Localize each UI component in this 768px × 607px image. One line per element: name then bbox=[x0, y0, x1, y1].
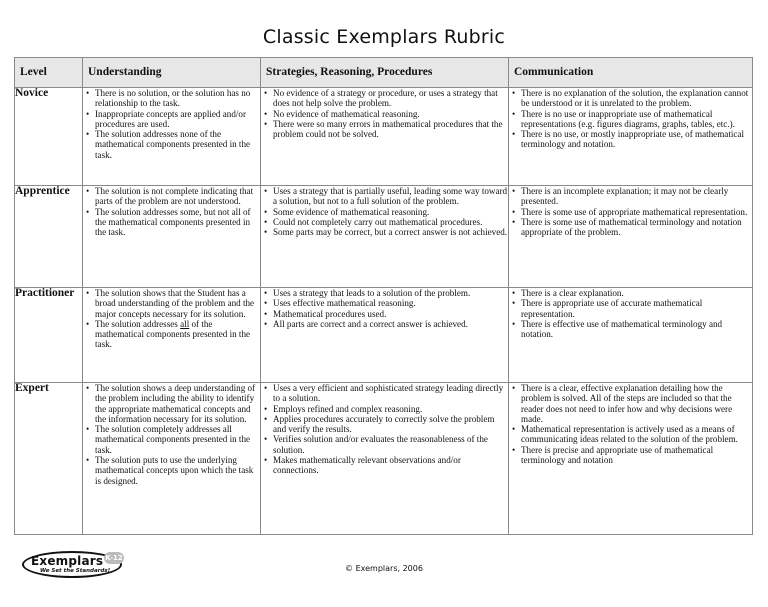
list-item: • The solution addresses some, but not all of the mathematical components presented in the task. bbox=[95, 207, 260, 238]
list-item: • Verifies solution and/or evaluates the reasonableness of the solution. bbox=[273, 434, 508, 455]
level-label: Expert bbox=[15, 383, 83, 535]
list-item: • The solution shows a deep understanding of the problem including the ability to identify the appropriate mathematical concepts and the information necessary for its solution. bbox=[95, 383, 260, 424]
list-item: • There is no explanation of the solution, the explanation cannot be understood or it is unrelated to the problem. bbox=[521, 88, 752, 109]
list-item: • Uses a strategy that is partially useful, leading some way toward a solution, but not to a full solution of the problem. bbox=[273, 186, 508, 207]
communication-cell bbox=[509, 88, 753, 186]
list-item: • The solution shows that the Student has a broad understanding of the problem and the major concepts necessary for its solution. bbox=[95, 288, 260, 319]
header-communication: Communication bbox=[509, 58, 753, 88]
list-item-text: The solution addresses bbox=[95, 318, 181, 329]
list-item: • There is a clear explanation. bbox=[521, 288, 752, 298]
list-item: • There is no use or inappropriate use of mathematical representations (e.g. figures diagrams, graphs, tables, etc.). bbox=[521, 109, 752, 130]
list-item: • There is some use of mathematical terminology and notation appropriate of the problem. bbox=[521, 217, 752, 238]
list-item: • Uses a strategy that leads to a solution of the problem. bbox=[273, 288, 508, 298]
strategies-cell bbox=[261, 186, 509, 288]
list-item: • There is a clear, effective explanation detailing how the problem is solved. All of the steps are included so that the reader does not need to infer how and why decisions were made. bbox=[521, 383, 752, 424]
list-item: • There is no solution, or the solution has no relationship to the task. bbox=[95, 88, 260, 109]
page-title: Classic Exemplars Rubric bbox=[262, 26, 506, 48]
header-strategies: Strategies, Reasoning, Procedures bbox=[261, 58, 509, 88]
table-row bbox=[15, 186, 753, 288]
strategies-cell bbox=[261, 88, 509, 186]
strategies-cell bbox=[261, 288, 509, 383]
list-item: • The solution puts to use the underlying mathematical concepts upon which the task is designed. bbox=[95, 455, 260, 486]
table-row bbox=[15, 383, 753, 535]
list-item: • Could not completely carry out mathematical procedures. bbox=[273, 217, 508, 227]
list-item: • There is some use of appropriate mathematical representation. bbox=[521, 207, 752, 217]
list-item: • Makes mathematically relevant observations and/or connections. bbox=[273, 455, 508, 476]
list-item: • No evidence of a strategy or procedure, or uses a strategy that does not help solve the problem. bbox=[273, 88, 508, 109]
understanding-cell bbox=[83, 88, 261, 186]
list-item: • There were so many errors in mathematical procedures that the problem could not be solved. bbox=[273, 119, 508, 140]
list-item: • There is no use, or mostly inappropriate use, of mathematical terminology and notation. bbox=[521, 129, 752, 150]
level-label: Practitioner bbox=[15, 288, 83, 383]
list-item: • There is an incomplete explanation; it may not be clearly presented. bbox=[521, 186, 752, 207]
header-row bbox=[15, 58, 753, 88]
header-understanding: Understanding bbox=[83, 58, 261, 88]
communication-cell bbox=[509, 186, 753, 288]
emphasis-text: all bbox=[180, 318, 190, 329]
level-label: Novice bbox=[15, 88, 83, 186]
list-item: • Mathematical procedures used. bbox=[273, 309, 508, 319]
list-item: • The solution completely addresses all mathematical components presented in the task. bbox=[95, 424, 260, 455]
list-item: • Some parts may be correct, but a correct answer is not achieved. bbox=[273, 227, 508, 237]
communication-cell bbox=[509, 383, 753, 535]
table-row bbox=[15, 288, 753, 383]
list-item: • Mathematical representation is actively used as a means of communicating ideas related to the solution of the problem. bbox=[521, 424, 752, 445]
list-item: • There is precise and appropriate use of mathematical terminology and notation bbox=[521, 445, 752, 466]
understanding-cell bbox=[83, 186, 261, 288]
list-item: • Some evidence of mathematical reasoning. bbox=[273, 207, 508, 217]
list-item: • Uses effective mathematical reasoning. bbox=[273, 298, 508, 308]
list-item: • There is effective use of mathematical terminology and notation. bbox=[521, 319, 752, 340]
logo-wordmark: Exemplars bbox=[31, 554, 104, 568]
list-item: • Employs refined and complex reasoning. bbox=[273, 404, 508, 414]
copyright-notice: © Exemplars, 2006 bbox=[345, 564, 423, 573]
list-item: • All parts are correct and a correct answer is achieved. bbox=[273, 319, 508, 329]
rubric-table bbox=[14, 57, 753, 535]
level-label: Apprentice bbox=[15, 186, 83, 288]
logo-k12-badge: K-12 bbox=[105, 554, 123, 562]
list-item: • The solution is not complete indicating that parts of the problem are not understood. bbox=[95, 186, 260, 207]
list-item: • No evidence of mathematical reasoning. bbox=[273, 109, 508, 119]
header-level: Level bbox=[15, 58, 83, 88]
list-item bbox=[95, 319, 260, 350]
list-item-text: of the mathematical components presented in the task. bbox=[95, 318, 251, 350]
table-row bbox=[15, 88, 753, 186]
strategies-cell bbox=[261, 383, 509, 535]
list-item: • Applies procedures accurately to correctly solve the problem and verify the results. bbox=[273, 414, 508, 435]
list-item: • There is appropriate use of accurate mathematical representation. bbox=[521, 298, 752, 319]
list-item: • Uses a very efficient and sophisticated strategy leading directly to a solution. bbox=[273, 383, 508, 404]
understanding-cell bbox=[83, 383, 261, 535]
list-item: • Inappropriate concepts are applied and/or procedures are used. bbox=[95, 109, 260, 130]
communication-cell bbox=[509, 288, 753, 383]
list-item: • The solution addresses none of the mathematical components presented in the task. bbox=[95, 129, 260, 160]
logo-tagline: We Set the Standards! bbox=[40, 568, 111, 574]
understanding-cell bbox=[83, 288, 261, 383]
